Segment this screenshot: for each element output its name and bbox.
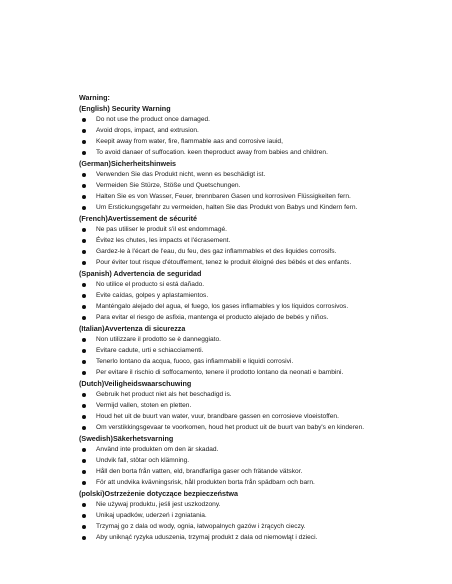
bullet-item: No utilice el producto si está dañado.: [79, 279, 412, 290]
section-heading: (Italian)Avvertenza di sicurezza: [79, 324, 186, 333]
bullet-item: För att undvika kvävningsrisk, håll produkten borta från spädbarn och barn.: [79, 477, 412, 488]
document-title: Warning:: [79, 93, 110, 102]
bullet-item: Trzymaj go z dala od wody, ognia, łatwopalnych gazów i żrących cieczy.: [79, 521, 412, 532]
section-spanish: [79, 268, 412, 323]
section-heading: (Dutch)Veiligheidswaarschuwing: [79, 379, 192, 388]
section-french: [79, 213, 412, 268]
section-heading: (German)Sicherheitshinweis: [79, 159, 177, 168]
bullet-item: Évitez les chutes, les impacts et l'écrasement.: [79, 235, 412, 246]
bullet-item: Halten Sie es von Wasser, Feuer, brennbaren Gasen und korrosiven Flüssigkeiten fern.: [79, 191, 412, 202]
bullet-item: Non utilizzare il prodotto se è danneggiato.: [79, 334, 412, 345]
bullet-item: Keepit away from water, fire, flammable aas and corrosive iauid,: [79, 136, 412, 147]
section-english: [79, 103, 412, 158]
bullet-item: Ne pas utiliser le produit s'il est endommagé.: [79, 224, 412, 235]
bullet-item: Avoid drops, impact, and extrusion.: [79, 125, 412, 136]
section-heading: (Swedish)Säkerhetsvarning: [79, 434, 174, 443]
bullet-item: Unikaj upadków, uderzeń i zgniatania.: [79, 510, 412, 521]
section-heading: (polski)Ostrzeżenie dotyczące bezpieczeństwa: [79, 489, 238, 498]
bullet-item: Manténgalo alejado del agua, el fuego, los gases inflamables y los líquidos corrosivos.: [79, 301, 412, 312]
bullet-item: Para evitar el riesgo de asfixia, mantenga el producto alejado de bebés y niños.: [79, 312, 412, 323]
section-german: [79, 158, 412, 213]
bullet-item: Vermeiden Sie Stürze, Stöße und Quetschungen.: [79, 180, 412, 191]
bullet-item: Använd inte produkten om den är skadad.: [79, 444, 412, 455]
bullet-item: Gardez-le à l'écart de l'eau, du feu, des gaz inflammables et des liquides corrosifs.: [79, 246, 412, 257]
bullet-item: Um Erstickungsgefahr zu vermeiden, halten Sie das Produkt von Babys und Kindern fern.: [79, 202, 412, 213]
section-italian: [79, 323, 412, 378]
bullet-item: Vermijd vallen, stoten en pletten.: [79, 400, 412, 411]
bullet-item: To avoid danaer of suffocation. keen theproduct away from babies and children.: [79, 147, 412, 158]
section-heading: (English) Security Warning: [79, 104, 171, 113]
section-swedish: [79, 433, 412, 488]
bullet-item: Do not use the product once damaged.: [79, 114, 412, 125]
bullet-item: Evite caídas, golpes y aplastamientos.: [79, 290, 412, 301]
bullet-item: Aby uniknąć ryzyka uduszenia, trzymaj produkt z dala od niemowląt i dzieci.: [79, 532, 412, 543]
bullet-item: Tenerlo lontano da acqua, fuoco, gas infiammabili e liquidi corrosivi.: [79, 356, 412, 367]
bullet-item: Verwenden Sie das Produkt nicht, wenn es beschädigt ist.: [79, 169, 412, 180]
bullet-item: Håll den borta från vatten, eld, brandfarliga gaser och frätande vätskor.: [79, 466, 412, 477]
bullet-item: Houd het uit de buurt van water, vuur, brandbare gassen en corrosieve vloeistoffen.: [79, 411, 412, 422]
bullet-item: Gebruik het product niet als het beschadigd is.: [79, 389, 412, 400]
bullet-item: Per evitare il rischio di soffocamento, tenere il prodotto lontano da neonati e bambini.: [79, 367, 412, 378]
bullet-item: Nie używaj produktu, jeśli jest uszkodzony.: [79, 499, 412, 510]
bullet-item: Evitare cadute, urti e schiacciamenti.: [79, 345, 412, 356]
section-polish: [79, 488, 412, 543]
section-dutch: [79, 378, 412, 433]
bullet-item: Undvik fall, stötar och klämning.: [79, 455, 412, 466]
bullet-item: Om verstikkingsgevaar te voorkomen, houd het product uit de buurt van baby's en kinderen.: [79, 422, 412, 433]
section-heading: (Spanish) Advertencia de seguridad: [79, 269, 202, 278]
section-heading: (French)Avertissement de sécurité: [79, 214, 197, 223]
bullet-item: Pour éviter tout risque d'étouffement, tenez le produit éloigné des bébés et des enfants.: [79, 257, 412, 268]
